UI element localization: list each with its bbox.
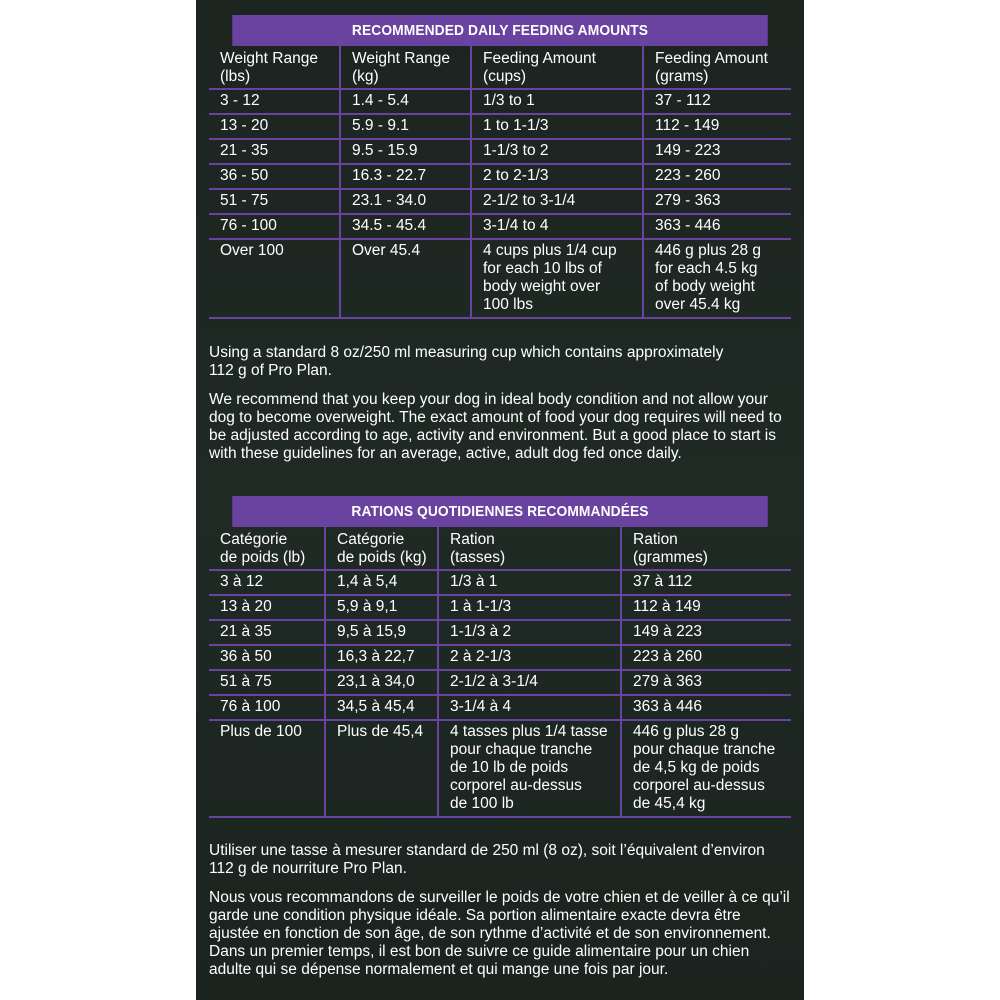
table-cell: 36 à 50: [209, 645, 325, 670]
table-row: [209, 620, 791, 645]
table-cell: 2 to 2-1/3: [471, 164, 643, 189]
table-cell: 9.5 - 15.9: [340, 139, 471, 164]
table-cell: 1/3 à 1: [438, 570, 621, 595]
table-cell: 34,5 à 45,4: [325, 695, 438, 720]
table-cell: 112 - 149: [643, 114, 791, 139]
table-cell: 1.4 - 5.4: [340, 89, 471, 114]
table-cell: 3 à 12: [209, 570, 325, 595]
table-row: [209, 164, 791, 189]
table-cell: 3-1/4 to 4: [471, 214, 643, 239]
table-cell: 76 à 100: [209, 695, 325, 720]
table-cell: 21 à 35: [209, 620, 325, 645]
table-cell: 279 à 363: [621, 670, 791, 695]
table-cell: 446 g plus 28 g for each 4.5 kg of body weight over 45.4 kg: [643, 239, 791, 318]
table-cell: 363 - 446: [643, 214, 791, 239]
table-cell: 149 - 223: [643, 139, 791, 164]
table-cell: 1,4 à 5,4: [325, 570, 438, 595]
table-cell: 37 à 112: [621, 570, 791, 595]
table-cell: 4 tasses plus 1/4 tasse pour chaque tranche de 10 lb de poids corporel au-dessus de 100 lb: [438, 720, 621, 817]
table-cell: 2 à 2-1/3: [438, 645, 621, 670]
table-row: [209, 114, 791, 139]
table-cell: 23,1 à 34,0: [325, 670, 438, 695]
column-header: Ration (grammes): [621, 527, 791, 570]
table-cell: 37 - 112: [643, 89, 791, 114]
feeding-guide-panel: [196, 0, 804, 1000]
table-cell: 1-1/3 to 2: [471, 139, 643, 164]
table-cell: 5.9 - 9.1: [340, 114, 471, 139]
table-cell: 21 - 35: [209, 139, 340, 164]
column-header: Ration (tasses): [438, 527, 621, 570]
english-table-title: RECOMMENDED DAILY FEEDING AMOUNTS: [232, 15, 767, 46]
column-header: Catégorie de poids (lb): [209, 527, 325, 570]
table-row: [209, 595, 791, 620]
french-cup-note: Utiliser une tasse à mesurer standard de 250 ml (8 oz), soit l’équivalent d’environ 112 g de nourriture Pro Plan.: [209, 842, 765, 877]
table-cell: 16,3 à 22,7: [325, 645, 438, 670]
table-cell: 149 à 223: [621, 620, 791, 645]
table-row: [209, 720, 791, 817]
column-header: Weight Range (kg): [340, 46, 471, 89]
table-cell: 1 to 1-1/3: [471, 114, 643, 139]
french-recommendation-note: Nous vous recommandons de surveiller le poids de votre chien et de veiller à ce qu’il garde une condition physique idéale. Sa portion alimentaire exacte devra être ajustée en fonction de son âge, de son rythme d’activité et de son environnement. Dans un premier temps, il est bon de suivre ce guide alimentaire pour un chien adulte qui se dépense normalement et qui mange une fois par jour.: [209, 889, 790, 978]
table-cell: Plus de 100: [209, 720, 325, 817]
table-row: [209, 645, 791, 670]
table-cell: 51 à 75: [209, 670, 325, 695]
column-header: Weight Range (lbs): [209, 46, 340, 89]
table-row: [209, 189, 791, 214]
column-header: Feeding Amount (grams): [643, 46, 791, 89]
table-cell: 223 à 260: [621, 645, 791, 670]
table-cell: 34.5 - 45.4: [340, 214, 471, 239]
table-row: [209, 570, 791, 595]
table-row: [209, 239, 791, 318]
table-cell: 76 - 100: [209, 214, 340, 239]
column-header: Catégorie de poids (kg): [325, 527, 438, 570]
table-row: [209, 670, 791, 695]
table-cell: 5,9 à 9,1: [325, 595, 438, 620]
table-cell: 2-1/2 à 3-1/4: [438, 670, 621, 695]
table-cell: 3 - 12: [209, 89, 340, 114]
table-cell: 1 à 1-1/3: [438, 595, 621, 620]
table-row: [209, 89, 791, 114]
english-cup-note: Using a standard 8 oz/250 ml measuring cup which contains approximately 112 g of Pro Plan.: [209, 344, 724, 379]
table-cell: Plus de 45,4: [325, 720, 438, 817]
table-row: [209, 214, 791, 239]
english-recommendation-note: We recommend that you keep your dog in ideal body condition and not allow your dog to become overweight. The exact amount of food your dog requires will need to be adjusted according to age, activity and environment. But a good place to start is with these guidelines for an average, active, adult dog fed once daily.: [209, 391, 782, 462]
table-cell: 36 - 50: [209, 164, 340, 189]
table-cell: 3-1/4 à 4: [438, 695, 621, 720]
table-cell: 2-1/2 to 3-1/4: [471, 189, 643, 214]
french-header-row: [209, 527, 791, 570]
table-cell: 13 à 20: [209, 595, 325, 620]
table-cell: 9,5 à 15,9: [325, 620, 438, 645]
english-feeding-table: [209, 46, 791, 319]
table-cell: 1-1/3 à 2: [438, 620, 621, 645]
table-row: [209, 695, 791, 720]
table-cell: 16.3 - 22.7: [340, 164, 471, 189]
table-cell: 279 - 363: [643, 189, 791, 214]
table-cell: 4 cups plus 1/4 cup for each 10 lbs of body weight over 100 lbs: [471, 239, 643, 318]
column-header: Feeding Amount (cups): [471, 46, 643, 89]
french-table-title: RATIONS QUOTIDIENNES RECOMMANDÉES: [232, 496, 767, 527]
table-cell: 13 - 20: [209, 114, 340, 139]
table-cell: 23.1 - 34.0: [340, 189, 471, 214]
table-cell: 223 - 260: [643, 164, 791, 189]
table-row: [209, 139, 791, 164]
french-feeding-table: [209, 527, 791, 818]
table-cell: 1/3 to 1: [471, 89, 643, 114]
table-cell: Over 100: [209, 239, 340, 318]
table-cell: 446 g plus 28 g pour chaque tranche de 4,5 kg de poids corporel au-dessus de 45,4 kg: [621, 720, 791, 817]
table-cell: 112 à 149: [621, 595, 791, 620]
table-cell: 363 à 446: [621, 695, 791, 720]
table-cell: 51 - 75: [209, 189, 340, 214]
table-cell: Over 45.4: [340, 239, 471, 318]
english-header-row: [209, 46, 791, 89]
